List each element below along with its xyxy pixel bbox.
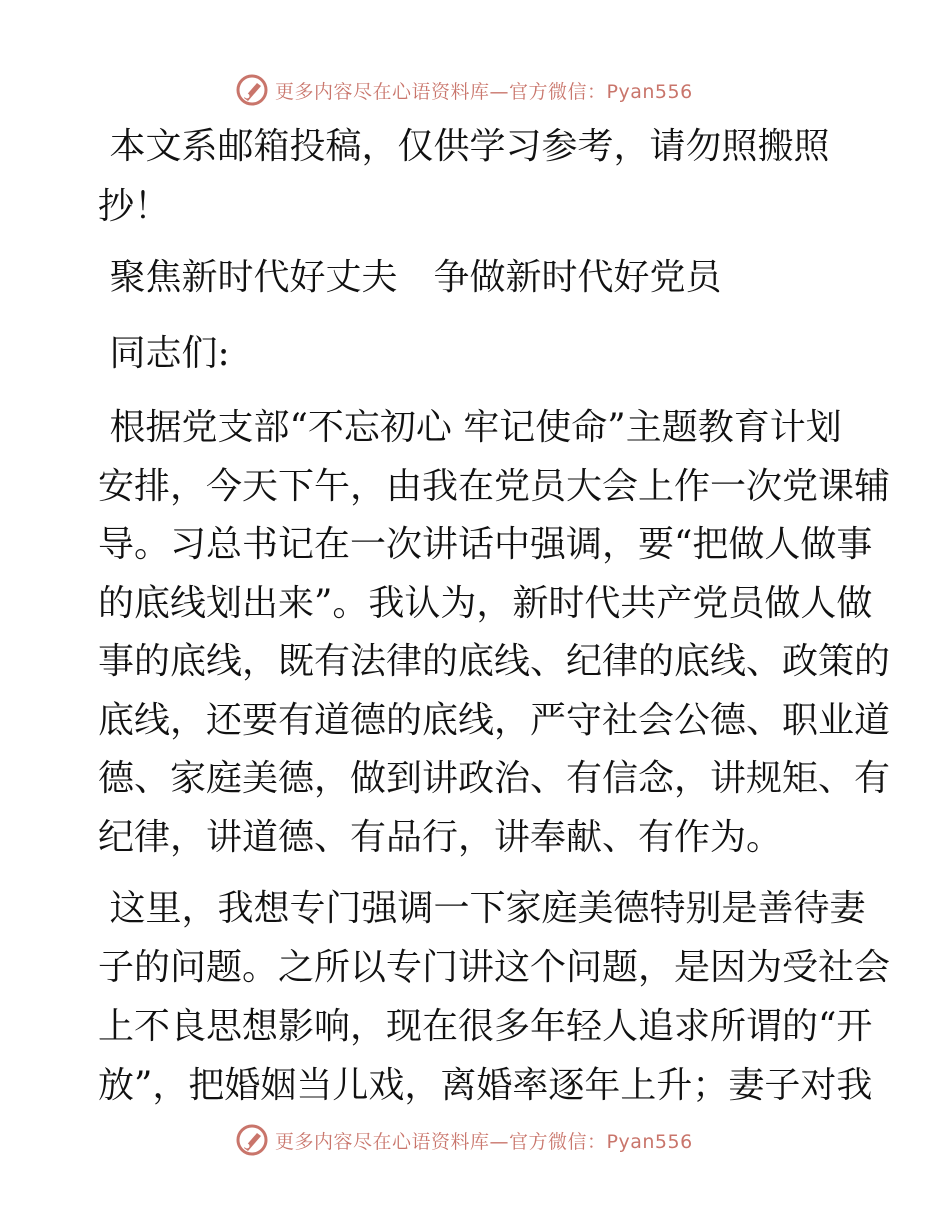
- paragraph-1-line-2: 安排，今天下午，由我在党员大会上作一次党课辅: [98, 466, 891, 507]
- paragraph-1-line-3: 导。习总书记在一次讲话中强调，要“把做人做事: [98, 524, 873, 565]
- salutation: 同志们:: [98, 333, 230, 374]
- pen-logo-icon: [235, 73, 269, 107]
- separator: —: [489, 1130, 510, 1153]
- paragraph-2-line-3: 上不良思想影响，现在很多年轻人追求所谓的“开: [98, 1006, 873, 1047]
- paragraph-1-line-8: 纪律，讲道德、有品行，讲奉献、有作为。: [98, 817, 783, 858]
- paragraph-2-line-2: 子的问题。之所以专门讲这个问题，是因为受社会: [98, 947, 891, 988]
- header-watermark-banner: [0, 72, 950, 108]
- paragraph-1-line-6: 底线，还要有道德的底线，严守社会公德、职业道: [98, 700, 891, 741]
- disclaimer-line-2: 抄！: [98, 186, 171, 227]
- paragraph-2-line-1: 这里，我想专门强调一下家庭美德特别是善待妻: [98, 888, 866, 929]
- wechat-id: Pyan556: [606, 80, 693, 103]
- wechat-id: Pyan556: [606, 1130, 693, 1153]
- footer-watermark-banner: [0, 1122, 950, 1158]
- wechat-label: 官方微信：: [509, 80, 607, 103]
- disclaimer-line-1: 本文系邮箱投稿，仅供学习参考，请勿照搬照: [98, 126, 830, 167]
- separator: —: [489, 80, 510, 103]
- document-title: 聚焦新时代好丈夫 争做新时代好党员: [98, 257, 722, 298]
- watermark-text: [275, 1127, 693, 1154]
- site-name: 更多内容尽在心语资料库: [275, 1130, 490, 1153]
- site-name: 更多内容尽在心语资料库: [275, 80, 490, 103]
- watermark-text: [275, 77, 693, 104]
- paragraph-1-line-4: 的底线划出来”。我认为，新时代共产党员做人做: [98, 583, 873, 624]
- paragraph-1-line-1: 根据党支部“不忘初心 牢记使命”主题教育计划: [98, 407, 842, 448]
- paragraph-1-line-5: 事的底线，既有法律的底线、纪律的底线、政策的: [98, 641, 891, 682]
- pen-logo-icon: [235, 1123, 269, 1157]
- wechat-label: 官方微信：: [509, 1130, 607, 1153]
- paragraph-1-line-7: 德、家庭美德，做到讲政治、有信念，讲规矩、有: [98, 758, 891, 799]
- paragraph-2-line-4: 放”，把婚姻当儿戏，离婚率逐年上升；妻子对我: [98, 1065, 873, 1106]
